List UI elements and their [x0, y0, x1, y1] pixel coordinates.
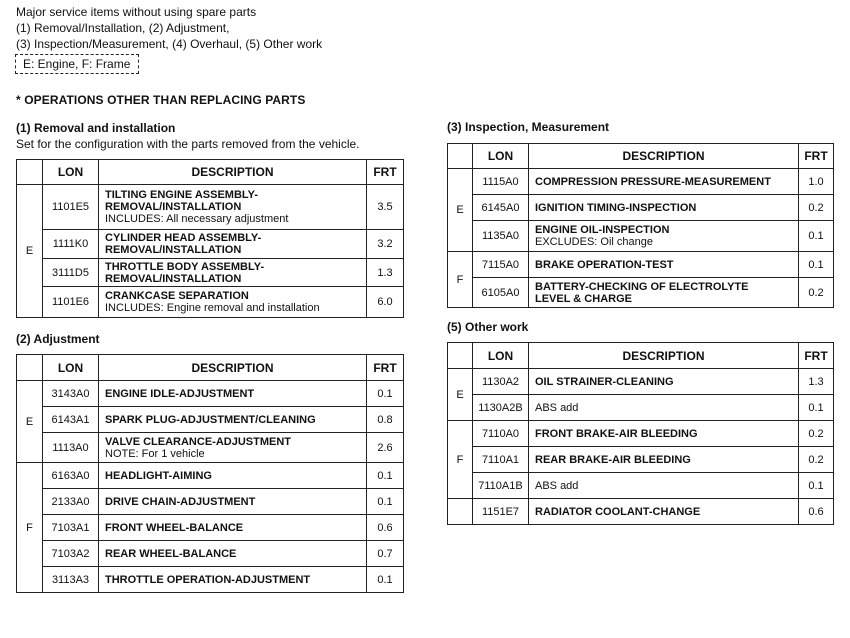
table-row — [17, 287, 404, 318]
description-note: EXCLUDES: Oil change — [535, 236, 653, 248]
intro-line-2: (1) Removal/Installation, (2) Adjustment, — [16, 21, 230, 35]
removal-table — [16, 159, 404, 318]
frt-cell: 0.1 — [367, 381, 404, 407]
frt-cell: 0.2 — [799, 278, 834, 308]
description-cell — [529, 395, 799, 421]
lon-column-header: LON — [473, 343, 529, 369]
frt-cell: 0.7 — [367, 541, 404, 567]
lon-cell: 3113A3 — [43, 567, 99, 593]
description-note: ABS add — [535, 401, 579, 414]
description-column-header: DESCRIPTION — [99, 355, 367, 381]
lon-cell: 7115A0 — [473, 252, 529, 278]
table-row — [448, 195, 834, 221]
description-column-header: DESCRIPTION — [529, 343, 799, 369]
removal-section-note: Set for the configuration with the parts removed from the vehicle. — [16, 137, 360, 151]
lon-cell: 6143A1 — [43, 407, 99, 433]
description-cell — [99, 433, 367, 463]
intro-line-1: Major service items without using spare parts — [16, 5, 257, 19]
table-row — [17, 541, 404, 567]
frt-cell: 3.5 — [367, 185, 404, 230]
description-cell — [529, 169, 799, 195]
inspection-table — [447, 143, 834, 308]
description-name: LEVEL & CHARGE — [535, 292, 632, 305]
lon-column-header: LON — [43, 355, 99, 381]
frt-cell: 6.0 — [367, 287, 404, 318]
frt-cell: 0.8 — [367, 407, 404, 433]
description-name: REAR BRAKE-AIR BLEEDING — [535, 453, 691, 466]
lon-cell: 1115A0 — [473, 169, 529, 195]
group-column-header — [448, 144, 473, 169]
lon-cell: 6145A0 — [473, 195, 529, 221]
table-row — [17, 567, 404, 593]
description-name: THROTTLE BODY ASSEMBLY- — [105, 260, 265, 273]
table-row — [17, 463, 404, 489]
frt-column-header: FRT — [367, 160, 404, 185]
group-column-header — [17, 160, 43, 185]
group-column-header — [17, 355, 43, 381]
other-section-title: (5) Other work — [447, 320, 529, 334]
description-cell — [529, 499, 799, 525]
description-name: CYLINDER HEAD ASSEMBLY- — [105, 232, 262, 244]
table-row — [448, 447, 834, 473]
description-name: FRONT BRAKE-AIR BLEEDING — [535, 427, 698, 440]
description-name: REAR WHEEL-BALANCE — [105, 547, 237, 560]
table-row — [448, 369, 834, 395]
description-cell — [529, 252, 799, 278]
lon-cell: 2133A0 — [43, 489, 99, 515]
description-name: OIL STRAINER-CLEANING — [535, 375, 674, 388]
description-name: COMPRESSION PRESSURE-MEASUREMENT — [535, 175, 771, 188]
lon-cell: 1111K0 — [43, 230, 99, 259]
table-row — [17, 185, 404, 230]
description-cell — [529, 421, 799, 447]
frt-column-header: FRT — [799, 144, 834, 169]
description-column-header: DESCRIPTION — [99, 160, 367, 185]
description-cell — [529, 278, 799, 308]
table-row — [17, 381, 404, 407]
table-row — [448, 473, 834, 499]
frt-cell: 0.1 — [799, 473, 834, 499]
description-name: HEADLIGHT-AIMING — [105, 469, 212, 482]
operations-heading: * OPERATIONS OTHER THAN REPLACING PARTS — [16, 93, 306, 107]
description-name: IGNITION TIMING-INSPECTION — [535, 201, 697, 214]
description-cell — [529, 369, 799, 395]
lon-cell: 7103A1 — [43, 515, 99, 541]
table-row — [448, 395, 834, 421]
frt-cell: 0.2 — [799, 447, 834, 473]
description-cell — [99, 489, 367, 515]
lon-column-header: LON — [473, 144, 529, 169]
description-cell — [99, 407, 367, 433]
table-row — [448, 252, 834, 278]
lon-cell: 1135A0 — [473, 221, 529, 252]
lon-column-header: LON — [43, 160, 99, 185]
description-column-header: DESCRIPTION — [529, 144, 799, 169]
description-cell — [529, 447, 799, 473]
lon-cell: 1130A2B — [473, 395, 529, 421]
lon-cell: 7103A2 — [43, 541, 99, 567]
description-cell — [99, 259, 367, 287]
lon-cell: 3111D5 — [43, 259, 99, 287]
lon-cell: 1101E6 — [43, 287, 99, 318]
description-cell — [99, 185, 367, 230]
lon-cell: 1101E5 — [43, 185, 99, 230]
intro-text — [16, 4, 322, 52]
description-name: RADIATOR COOLANT-CHANGE — [535, 505, 701, 518]
group-legend: E: Engine, F: Frame — [15, 54, 139, 74]
frt-cell: 0.1 — [799, 221, 834, 252]
frt-cell: 0.1 — [367, 463, 404, 489]
table-row — [448, 221, 834, 252]
frt-cell: 0.2 — [799, 421, 834, 447]
other-work-table — [447, 342, 834, 525]
frt-cell: 0.1 — [367, 567, 404, 593]
frt-cell: 0.6 — [799, 499, 834, 525]
group-cell: E — [17, 381, 43, 463]
table-row — [17, 230, 404, 259]
description-name: TILTING ENGINE ASSEMBLY- — [105, 189, 258, 201]
lon-cell: 7110A1B — [473, 473, 529, 499]
lon-cell: 1130A2 — [473, 369, 529, 395]
description-cell — [99, 515, 367, 541]
group-cell — [448, 499, 473, 525]
description-cell — [99, 567, 367, 593]
description-cell — [99, 463, 367, 489]
description-name: DRIVE CHAIN-ADJUSTMENT — [105, 495, 256, 508]
description-name: FRONT WHEEL-BALANCE — [105, 521, 244, 534]
description-cell — [99, 230, 367, 259]
frt-cell: 1.3 — [367, 259, 404, 287]
lon-cell: 7110A0 — [473, 421, 529, 447]
frt-column-header: FRT — [367, 355, 404, 381]
frt-cell: 0.2 — [799, 195, 834, 221]
lon-cell: 1113A0 — [43, 433, 99, 463]
description-cell — [99, 541, 367, 567]
frt-cell: 3.2 — [367, 230, 404, 259]
description-cell — [529, 473, 799, 499]
frt-cell: 0.6 — [367, 515, 404, 541]
description-note: INCLUDES: Engine removal and installation — [105, 302, 320, 314]
table-row — [448, 169, 834, 195]
adjustment-table — [16, 354, 404, 593]
frt-cell: 1.0 — [799, 169, 834, 195]
group-cell: E — [448, 369, 473, 421]
description-note: INCLUDES: All necessary adjustment — [105, 213, 289, 225]
frt-cell: 1.3 — [799, 369, 834, 395]
lon-cell: 3143A0 — [43, 381, 99, 407]
group-column-header — [448, 343, 473, 369]
description-name: THROTTLE OPERATION-ADJUSTMENT — [105, 573, 311, 586]
description-note: NOTE: For 1 vehicle — [105, 447, 205, 460]
inspection-section-title: (3) Inspection, Measurement — [447, 120, 610, 134]
adjustment-section-title: (2) Adjustment — [16, 332, 100, 346]
description-name: REMOVAL/INSTALLATION — [105, 201, 242, 213]
lon-cell: 6105A0 — [473, 278, 529, 308]
description-name: REMOVAL/INSTALLATION — [105, 272, 242, 285]
lon-cell: 7110A1 — [473, 447, 529, 473]
description-name: BRAKE OPERATION-TEST — [535, 258, 674, 271]
description-name: BATTERY-CHECKING OF ELECTROLYTE — [535, 280, 749, 293]
frt-cell: 0.1 — [799, 252, 834, 278]
group-cell: E — [448, 169, 473, 252]
frt-cell: 0.1 — [367, 489, 404, 515]
description-name: ENGINE OIL-INSPECTION — [535, 224, 670, 236]
lon-cell: 6163A0 — [43, 463, 99, 489]
table-row — [448, 278, 834, 308]
frt-cell: 0.1 — [799, 395, 834, 421]
description-cell — [529, 195, 799, 221]
table-row — [448, 499, 834, 525]
table-row — [17, 259, 404, 287]
table-row — [17, 489, 404, 515]
description-name: CRANKCASE SEPARATION — [105, 290, 249, 302]
table-row — [17, 433, 404, 463]
description-name: REMOVAL/INSTALLATION — [105, 244, 242, 256]
table-row — [17, 515, 404, 541]
group-cell: F — [448, 421, 473, 499]
intro-line-3: (3) Inspection/Measurement, (4) Overhaul, (5) Other work — [16, 37, 323, 51]
lon-cell: 1151E7 — [473, 499, 529, 525]
group-cell: F — [448, 252, 473, 308]
frt-cell: 2.6 — [367, 433, 404, 463]
description-name: ENGINE IDLE-ADJUSTMENT — [105, 387, 255, 400]
description-cell — [99, 287, 367, 318]
description-name: VALVE CLEARANCE-ADJUSTMENT — [105, 435, 291, 448]
removal-section-title: (1) Removal and installation — [16, 121, 176, 135]
description-name: SPARK PLUG-ADJUSTMENT/CLEANING — [105, 413, 316, 426]
group-cell: E — [17, 185, 43, 318]
frt-column-header: FRT — [799, 343, 834, 369]
table-row — [17, 407, 404, 433]
group-cell: F — [17, 463, 43, 593]
description-note: ABS add — [535, 479, 579, 492]
description-cell — [99, 381, 367, 407]
table-row — [448, 421, 834, 447]
description-cell — [529, 221, 799, 252]
